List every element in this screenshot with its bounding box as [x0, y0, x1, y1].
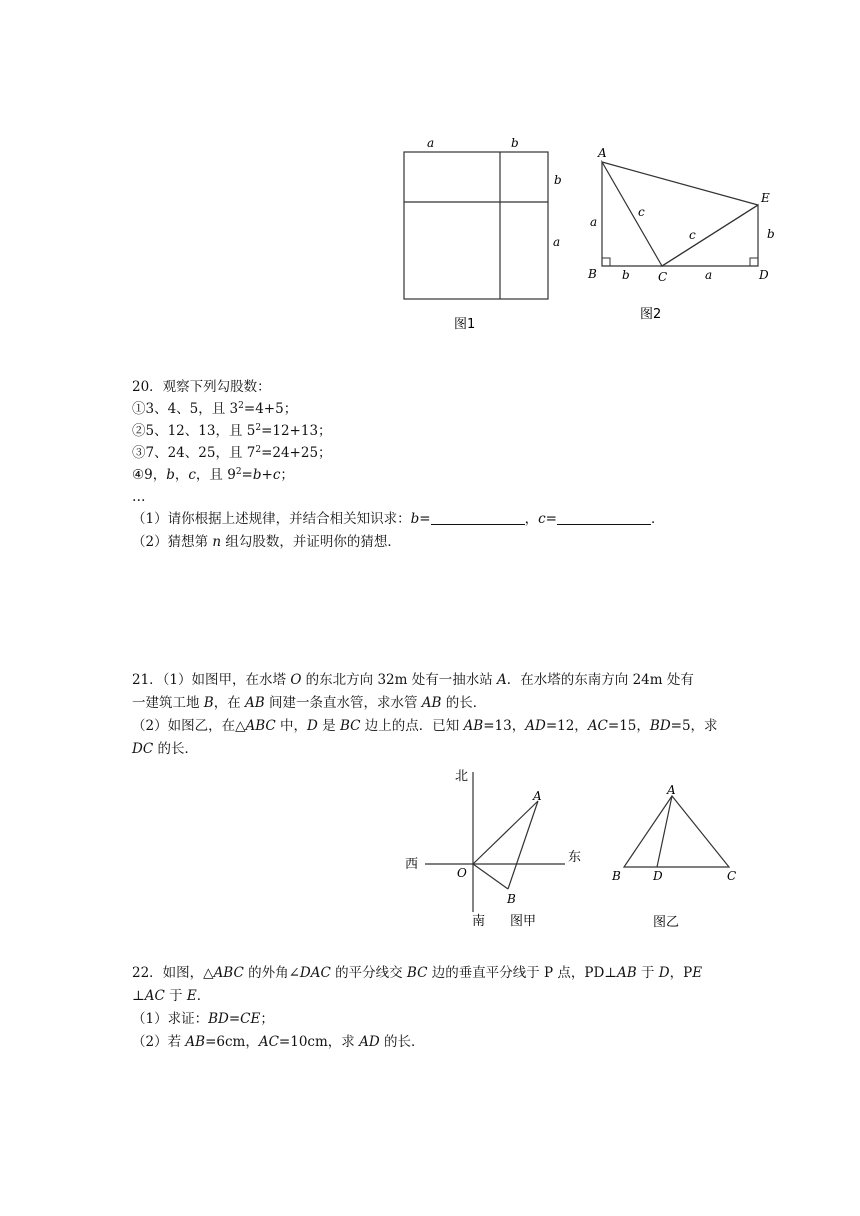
fig2-label-ac: c [638, 205, 645, 219]
fig1-label-right-b: b [554, 173, 562, 187]
q20-blank-b[interactable] [431, 511, 525, 525]
q20-part-2: （2）猜想第 n 组勾股数，并证明你的猜想． [132, 534, 401, 550]
q20-item-4: ④9，b，c，且 $9^2=b+c$； [132, 467, 294, 483]
jia-label-east: 东 [568, 850, 582, 865]
fig2-point-b: B [588, 267, 597, 281]
figure-yi [605, 780, 755, 935]
fig2-segment-ce [662, 205, 758, 266]
fig2-right-angle-b [602, 258, 610, 266]
q21-line-1: 21．（1）如图甲，在水塔 O 的东北方向 32m 处有一抽水站 A．在水塔的东南方向 24m 处有 [132, 672, 694, 688]
jia-point-a: A [533, 789, 542, 803]
fig2-point-c: C [658, 270, 668, 284]
fig2-label-cd: a [705, 268, 713, 282]
q20-blank-c[interactable] [557, 511, 651, 525]
q20-item-1: ①3、4、5，且 $3^2=4+5$； [132, 401, 298, 417]
jia-segment-oa [473, 801, 538, 864]
yi-triangle-abc [624, 796, 729, 867]
fig2-point-e: E [761, 191, 770, 205]
figure-1 [390, 130, 580, 335]
jia-segment-ob [473, 864, 508, 889]
fig2-label-ce: c [689, 228, 696, 242]
q21-line-2: 一建筑工地 B，在 AB 间建一条直水管，求水管 AB 的长． [132, 695, 487, 711]
jia-label-south: 南 [472, 914, 486, 929]
q22-part-2: （2）若 AB=6cm，AC=10cm，求 AD 的长． [132, 1034, 425, 1050]
fig2-label-bc: b [622, 268, 630, 282]
figure-jia [395, 762, 595, 934]
yi-point-c: C [727, 869, 737, 883]
fig2-label-ed: b [767, 227, 775, 241]
yi-caption: 图乙 [653, 915, 680, 930]
jia-label-north: 北 [455, 769, 469, 784]
fig1-label-right-a: a [553, 235, 561, 249]
fig1-label-top-a: a [427, 136, 435, 150]
q20-item-3: ③7、24、25，且 $7^2=24+25$； [132, 445, 332, 461]
jia-label-west: 西 [405, 857, 419, 872]
q22-part-1: （1）求证：BD=CE； [132, 1011, 274, 1027]
q21-line-4: DC 的长． [132, 741, 198, 757]
fig2-right-angle-d [750, 258, 758, 266]
jia-segment-ab [508, 801, 538, 889]
q20-part-1: （1）请你根据上述规律，并结合相关知识求：b= ，c= ． [132, 511, 665, 527]
q20-title: 20．观察下列勾股数： [132, 379, 271, 395]
q22-line-1: 22．如图，△ABC 的外角∠DAC 的平分线交 BC 边的垂直平分线于 P 点，PD⊥AB 于 D，PE [132, 965, 703, 981]
fig2-caption: 图2 [640, 307, 662, 322]
fig1-square [404, 152, 548, 299]
fig1-label-top-b: b [511, 136, 519, 150]
q22-line-2: ⊥AC 于 E． [132, 988, 211, 1004]
fig2-triangle-abc [602, 162, 662, 266]
fig2-point-a: A [598, 146, 607, 160]
q20-ellipsis: … [132, 489, 146, 505]
yi-point-d: D [653, 869, 663, 883]
fig2-segment-ae [602, 162, 758, 205]
figure-2 [585, 138, 785, 328]
q20-item-2: ②5、12、13，且 $5^2=12+13$； [132, 423, 332, 439]
yi-point-b: B [612, 869, 621, 883]
q21-line-3: （2）如图乙，在△ABC 中，D 是 BC 边上的点．已知 AB=13，AD=12，AC=15，BD=5，求 [132, 718, 718, 734]
jia-point-b: B [507, 892, 516, 906]
fig2-label-ab: a [590, 215, 598, 229]
fig2-point-d: D [759, 268, 769, 282]
jia-point-o: O [457, 866, 467, 880]
yi-point-a: A [667, 783, 676, 797]
jia-caption: 图甲 [510, 914, 537, 929]
fig1-caption: 图1 [454, 317, 476, 332]
